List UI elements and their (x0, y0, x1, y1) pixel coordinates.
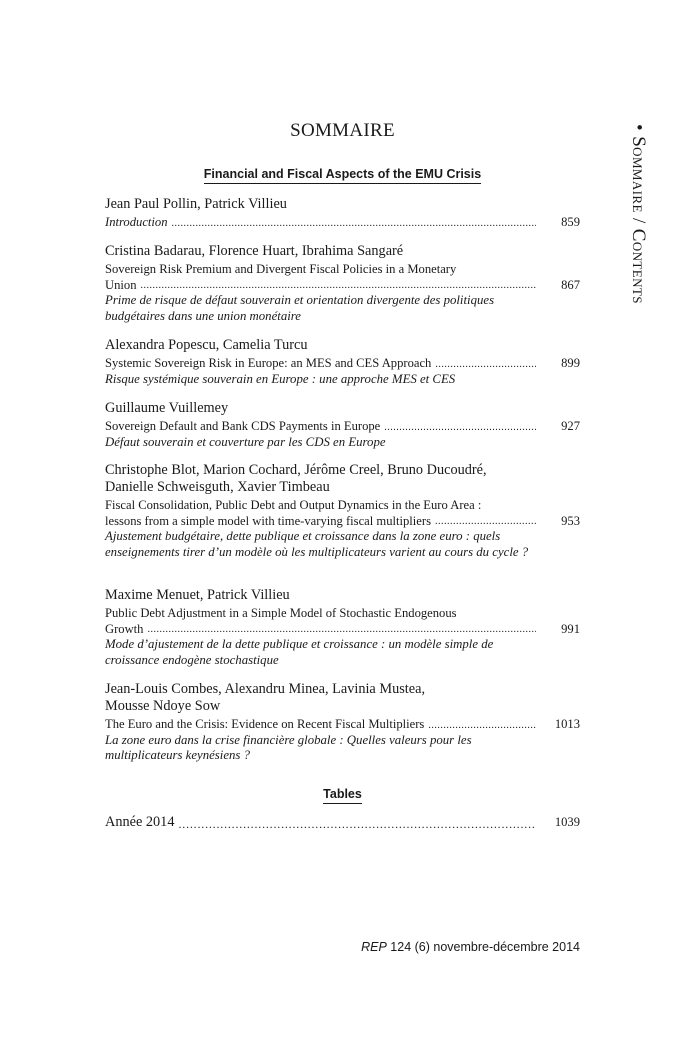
entry-page: 1013 (554, 717, 580, 731)
entry-page: 867 (561, 277, 580, 292)
toc-entry[interactable] (105, 587, 580, 669)
entry-french-title: La zone euro dans la crise financière globale : Quelles valeurs pour les multiplicateurs keynésiens ? (105, 732, 472, 763)
entry-french-title: Défaut souverain et couverture par les CDS en Europe (105, 434, 386, 449)
entry-title-line (105, 717, 580, 733)
sidebar-label: • Sommaire / Contents (628, 124, 649, 304)
entry-title: Growth (105, 621, 144, 636)
toc-entry[interactable] (105, 243, 580, 325)
entry-title-line (105, 514, 580, 530)
entry-authors-line1: Christophe Blot, Marion Cochard, Jérôme Creel, Bruno Ducoudré, (105, 462, 487, 478)
toc-entry[interactable] (105, 462, 580, 561)
entry-french-title: Mode d’ajustement de la dette publique et croissance : un modèle simple de croissance endogène stochastique (105, 637, 494, 667)
leader-dots (384, 421, 536, 435)
tables-entry-label: Année 2014 (105, 814, 175, 830)
entry-page: 991 (561, 621, 580, 636)
entry-title-line1: Fiscal Consolidation, Public Debt and Output Dynamics in the Euro Area : (105, 498, 482, 512)
entry-page: 953 (561, 513, 580, 528)
entry-authors: Cristina Badarau, Florence Huart, Ibrahima Sangaré (105, 243, 404, 259)
entry-french-title: Ajustement budgétaire, dette publique et croissance dans la zone euro : quels enseignements tirer d’un modèle où les multiplicateurs varient au cours du cycle ? (105, 529, 529, 559)
journal-abbrev: REP (361, 940, 387, 954)
entry-page: 859 (561, 215, 580, 229)
entry-french-title: Prime de risque de défaut souverain et orientation divergente des politiques budgétaires dans une union monétaire (105, 293, 495, 323)
tables-heading (105, 787, 580, 801)
toc-entry[interactable] (105, 681, 580, 764)
entry-authors: Guillaume Vuillemey (105, 400, 229, 416)
leader-dots (428, 719, 536, 733)
entry-title: The Euro and the Crisis: Evidence on Recent Fiscal Multipliers (105, 717, 425, 731)
toc-entry[interactable] (105, 400, 580, 450)
issue-info: 124 (6) novembre-décembre 2014 (390, 940, 580, 954)
entry-title-line1: Public Debt Adjustment in a Simple Model of Stochastic Endogenous (105, 606, 457, 620)
entry-page: 899 (561, 356, 580, 370)
entry-title-line (105, 215, 580, 231)
entry-title-line (105, 622, 580, 638)
toc-entry[interactable] (105, 196, 580, 231)
entry-title: Introduction (105, 215, 168, 229)
entry-title: Union (105, 277, 137, 292)
entry-authors: Maxime Menuet, Patrick Villieu (105, 587, 290, 603)
leader-dots (140, 279, 536, 293)
section-heading (105, 167, 580, 181)
leader-dots (147, 623, 536, 637)
leader-dots (172, 217, 537, 231)
section-heading-text: Financial and Fiscal Aspects of the EMU Crisis (204, 167, 481, 184)
entry-title-line (105, 356, 580, 372)
tables-entry[interactable] (105, 815, 580, 831)
tables-heading-text: Tables (323, 787, 362, 804)
entry-authors-line1: Jean-Louis Combes, Alexandru Minea, Lavinia Mustea, (105, 681, 426, 697)
entry-authors-line2: Mousse Ndoye Sow (105, 698, 221, 714)
page-title: SOMMAIRE (290, 120, 395, 141)
leader-dots (435, 358, 536, 372)
entry-title: Sovereign Default and Bank CDS Payments in Europe (105, 419, 381, 433)
entry-title-line1: Sovereign Risk Premium and Divergent Fiscal Policies in a Monetary (105, 262, 457, 276)
entry-title: Systemic Sovereign Risk in Europe: an MES and CES Approach (105, 356, 432, 370)
sidebar-tab (622, 124, 656, 364)
leader-dots (435, 515, 536, 529)
entry-page: 927 (561, 419, 580, 433)
entry-authors: Jean Paul Pollin, Patrick Villieu (105, 196, 287, 212)
tables-entry-page: 1039 (554, 815, 580, 829)
entry-title-line (105, 419, 580, 435)
tables-entry-line (105, 815, 580, 831)
entry-authors-line2: Danielle Schweisguth, Xavier Timbeau (105, 479, 330, 495)
entry-title-line (105, 278, 580, 294)
entry-authors: Alexandra Popescu, Camelia Turcu (105, 337, 308, 353)
leader-dots (178, 817, 536, 831)
page-footer (105, 940, 580, 954)
entry-title: lessons from a simple model with time-varying fiscal multipliers (105, 513, 431, 528)
toc-entry[interactable] (105, 337, 580, 387)
entry-french-title: Risque systémique souverain en Europe : une approche MES et CES (105, 371, 456, 386)
